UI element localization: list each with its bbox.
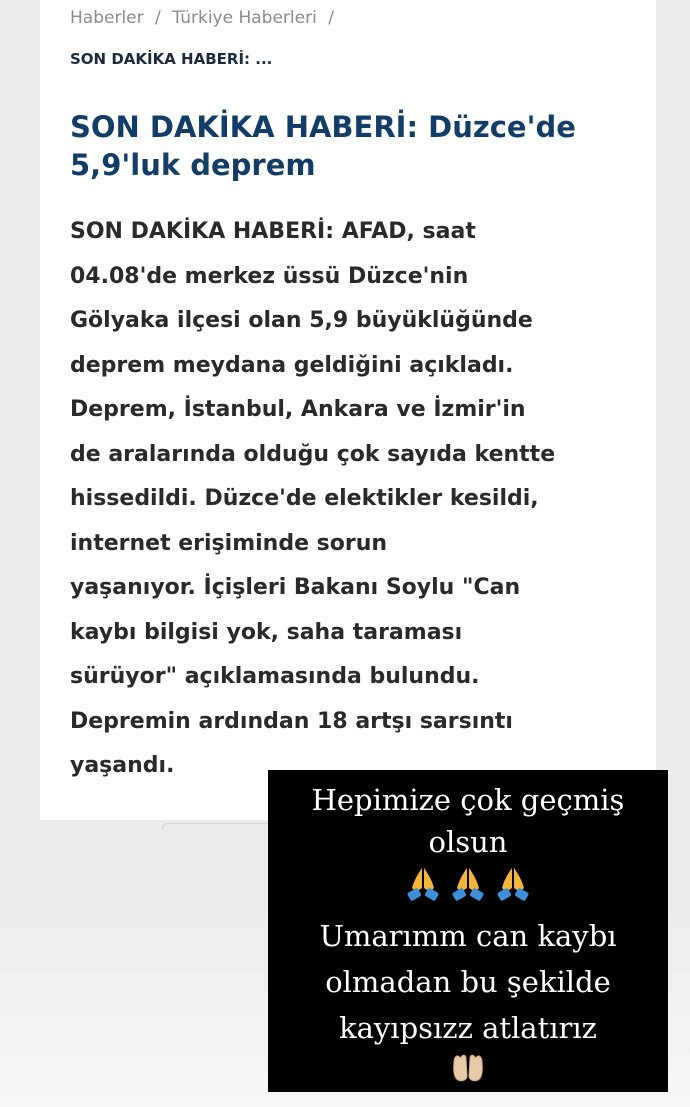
breadcrumb-current: SON DAKİKA HABERİ: ... — [70, 50, 273, 68]
palms-up-row — [268, 1052, 668, 1088]
overlay-text-line: Umarımm can kaybı — [319, 919, 617, 953]
breadcrumb — [70, 8, 340, 28]
body-line: Deprem, İstanbul, Ankara ve İzmir'in — [70, 397, 526, 422]
headline-line: SON DAKİKA HABERİ: Düzce'de — [70, 110, 576, 144]
body-line: deprem meydana geldiğini açıkladı. — [70, 352, 514, 378]
body-line: sürüyor" açıklamasında bulundu. — [70, 664, 480, 689]
body-line: Depremin ardından 18 artşı sarsıntı — [70, 708, 513, 734]
body-line: internet erişiminde sorun — [70, 530, 388, 556]
body-line: hissedildi. Düzce'de elektikler kesildi, — [70, 486, 539, 511]
body-line: SON DAKİKA HABERİ: AFAD, saat — [70, 219, 476, 244]
praying-hands-icon — [406, 866, 440, 902]
praying-hands-icon — [496, 866, 530, 902]
breadcrumb-item-haberler[interactable]: Haberler — [70, 8, 144, 28]
body-line: de aralarında olduğu çok sayıda kentte — [70, 441, 556, 467]
news-article-card — [40, 0, 656, 820]
overlay-text-line: olmadan bu şekilde — [325, 965, 611, 999]
overlay-text-line: kayıpsızz atlatırız — [339, 1011, 597, 1045]
breadcrumb-separator: / — [155, 8, 161, 28]
praying-hands-icon — [451, 866, 485, 902]
article-body — [70, 210, 650, 789]
palms-up-together-icon — [450, 1052, 486, 1084]
article-headline — [70, 108, 640, 184]
body-line: yaşandı. — [70, 753, 175, 778]
breadcrumb-item-turkiye-haberleri[interactable]: Türkiye Haberleri — [172, 8, 317, 28]
body-line: Gölyaka ilçesi olan 5,9 büyüklüğünde — [70, 308, 533, 333]
divider — [162, 823, 273, 830]
headline-line: 5,9'luk deprem — [70, 148, 316, 182]
praying-hands-row — [268, 866, 668, 906]
overlay-text-line: olsun — [428, 825, 508, 859]
body-line: kaybı bilgisi yok, saha taraması — [70, 619, 463, 645]
body-line: yaşanıyor. İçişleri Bakanı Soylu "Can — [70, 575, 521, 600]
body-line: 04.08'de merkez üssü Düzce'nin — [70, 263, 469, 289]
story-text-overlay — [268, 770, 668, 1092]
breadcrumb-separator: / — [328, 8, 334, 28]
overlay-text-line: Hepimize çok geçmiş — [311, 783, 625, 817]
